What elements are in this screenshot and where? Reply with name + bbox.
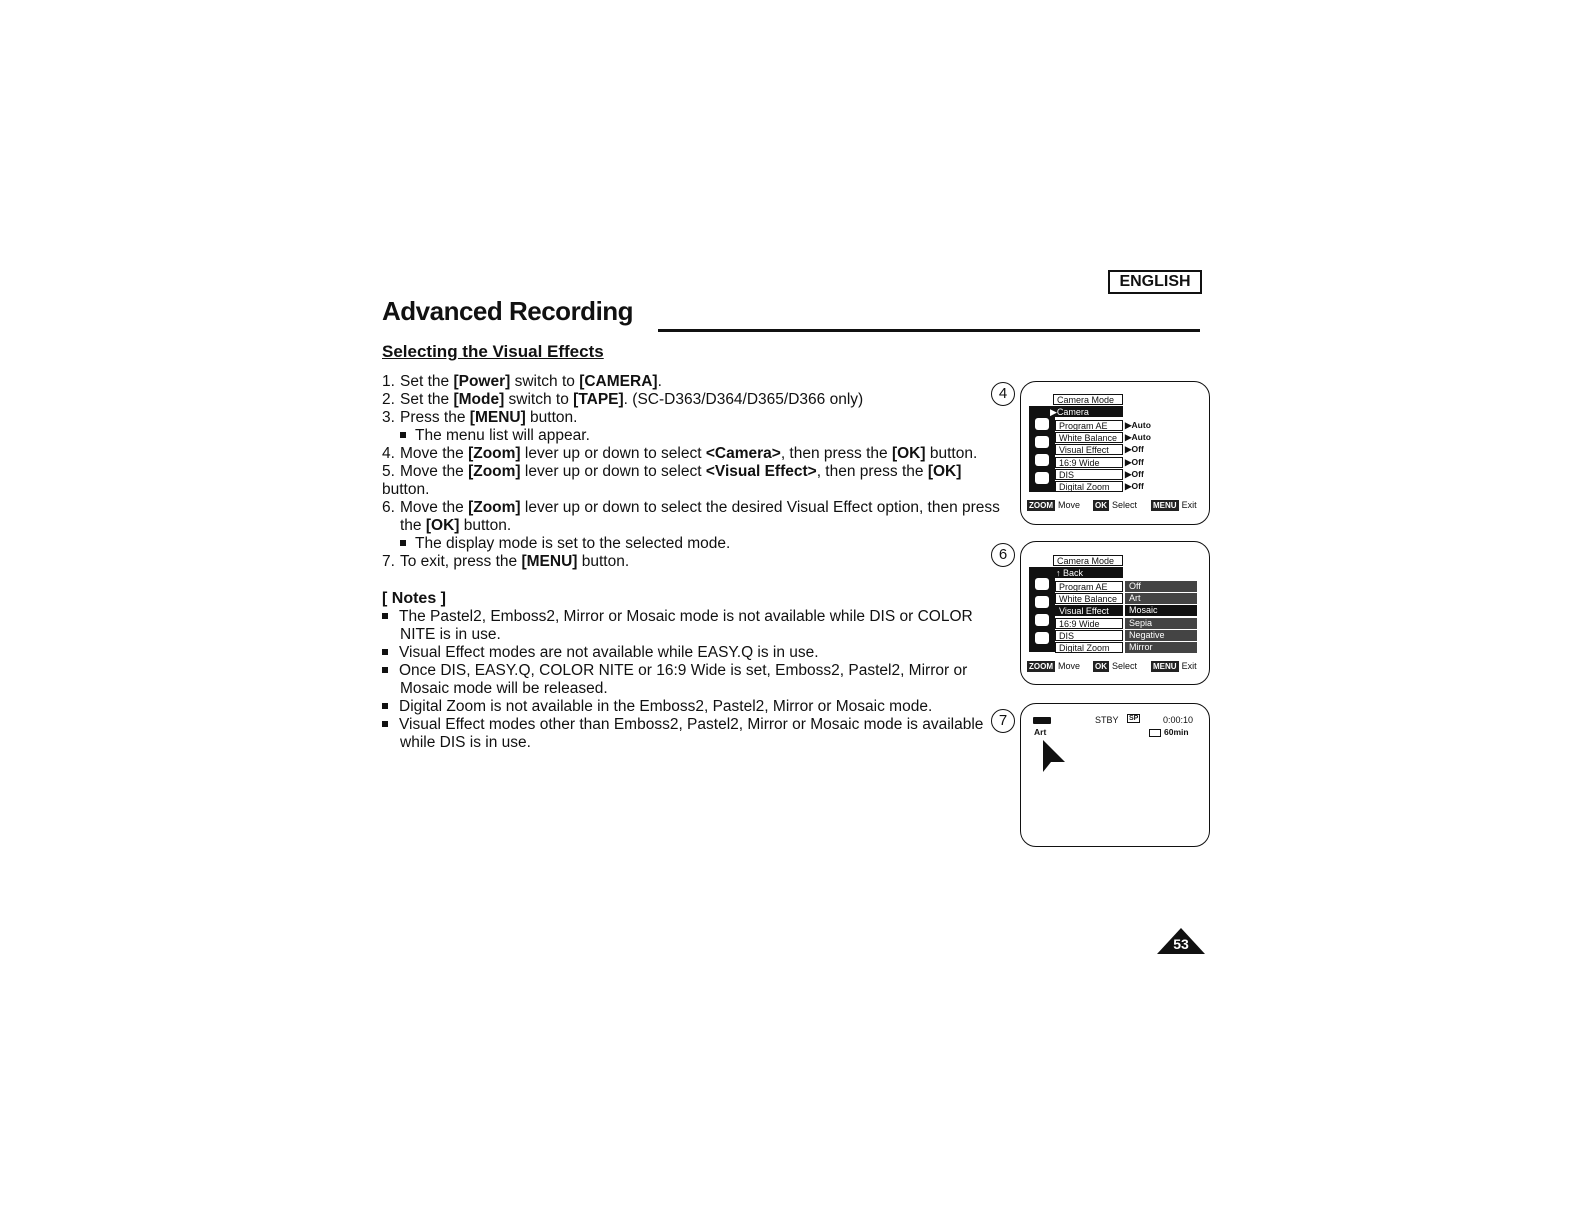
step-6-bullet: The display mode is set to the selected mode. [382,535,1002,553]
tape-icon [1149,729,1161,737]
bullet-square-icon [400,432,406,438]
step-6-continued: the [OK] button. [400,517,512,534]
step-7: 7. To exit, press the [MENU] button. [382,553,630,570]
step-5: 5. Move the [Zoom] lever up or down to select <Visual Effect>, then press the [OK] button. [382,463,962,498]
value-visual-effect: ▶Off [1125,444,1144,454]
value-dis: ▶Off [1125,469,1144,479]
option-off[interactable]: Off [1125,581,1197,592]
zoom-key: ZOOM [1029,662,1053,671]
camera-tape-icon [1029,548,1043,560]
step-3-bullet: The menu list will appear. [382,427,1002,445]
option-sepia[interactable]: Sepia [1125,618,1197,629]
footer-move: ZOOM Move [1029,500,1081,510]
option-art[interactable]: Art [1125,593,1197,604]
menu-screen-step-6 [1020,541,1210,685]
tape-remaining: 60min [1164,727,1189,737]
step-4: 4. Move the [Zoom] lever up or down to select <Camera>, then press the [OK] button. [382,445,978,462]
menu-key: MENU [1153,662,1177,671]
tape-icon [1035,614,1049,626]
menu-item-program-ae[interactable]: Program AE [1055,420,1123,431]
note-item: Visual Effect modes are not available while EASY.Q is in use. [382,644,1002,662]
page-title: Advanced Recording [382,296,634,326]
step-6-marker: 6 [991,543,1015,567]
zoom-key: ZOOM [1029,501,1053,510]
program-icon [1035,418,1049,430]
bullet-square-icon [382,703,388,709]
footer-move: ZOOM Move [1029,661,1081,671]
notes-list [382,608,1002,752]
value-digital-zoom: ▶Off [1125,481,1144,491]
option-mirror[interactable]: Mirror [1125,642,1197,653]
bullet-square-icon [382,649,388,655]
menu-item-camera[interactable]: ▶Camera [1029,406,1123,417]
step-1: 1. Set the [Power] switch to [CAMERA]. [382,373,662,390]
value-program-ae: ▶Auto [1125,420,1151,430]
menu-item-16-9-wide[interactable]: 16:9 Wide [1055,618,1123,629]
note-item: The Pastel2, Emboss2, Mirror or Mosaic mode is not available while DIS or COLOR NITE is in use. [382,608,1002,644]
bullet-square-icon [382,667,388,673]
note-item: Digital Zoom is not available in the Emboss2, Pastel2, Mirror or Mosaic mode. [382,698,1002,716]
viewfinder-screen-step-7 [1020,703,1210,847]
menu-item-back[interactable]: ↑ Back [1029,567,1123,578]
menu-header: Camera Mode [1053,394,1123,405]
step-7-marker: 7 [991,709,1015,733]
ok-key: OK [1095,501,1107,510]
menu-icon-column [1029,568,1055,652]
footer-select: OK Select [1095,661,1138,671]
tape-icon [1035,454,1049,466]
title-rule [658,329,1200,332]
footer-select: OK Select [1095,500,1138,510]
battery-icon [1033,717,1051,724]
menu-icon-column [1029,408,1055,492]
menu-item-dis[interactable]: DIS [1055,469,1123,480]
value-white-balance: ▶Auto [1125,432,1151,442]
notes-heading: [ Notes ] [382,590,446,607]
menu-item-digital-zoom[interactable]: Digital Zoom [1055,481,1123,492]
section-subtitle: Selecting the Visual Effects [382,342,604,361]
option-negative[interactable]: Negative [1125,630,1197,641]
footer-exit: MENU Exit [1153,661,1197,671]
bullet-square-icon [382,613,388,619]
menu-screen-step-4 [1020,381,1210,525]
camera-tape-icon [1029,388,1043,400]
effect-indicator: Art [1034,727,1047,737]
timecode: 0:00:10 [1163,715,1194,725]
step-2: 2. Set the [Mode] switch to [TAPE]. (SC-D363/D364/D365/D366 only) [382,391,864,408]
note-item: Visual Effect modes other than Emboss2, Pastel2, Mirror or Mosaic mode is available while DIS is in use. [382,716,1002,752]
program-icon [1035,578,1049,590]
note-item: Once DIS, EASY.Q, COLOR NITE or 16:9 Wide is set, Emboss2, Pastel2, Mirror or Mosaic mode will be released. [382,662,1002,698]
step-4-marker: 4 [991,382,1015,406]
menu-item-visual-effect[interactable]: Visual Effect [1055,605,1123,616]
step-6: 6. Move the [Zoom] lever up or down to select the desired Visual Effect option, then press [382,499,1000,516]
menu-key: MENU [1153,501,1177,510]
value-16-9-wide: ▶Off [1125,457,1144,467]
steps-list [382,373,1002,571]
step-3: 3. Press the [MENU] button. [382,409,578,426]
menu-item-16-9-wide[interactable]: 16:9 Wide [1055,457,1123,468]
menu-item-white-balance[interactable]: White Balance [1055,593,1123,604]
status-stby: STBY [1095,715,1119,725]
gear-icon [1035,632,1049,644]
camera-icon [1035,436,1049,448]
menu-item-digital-zoom[interactable]: Digital Zoom [1055,642,1123,653]
menu-header: Camera Mode [1053,555,1123,566]
language-tag: ENGLISH [1108,270,1202,294]
menu-item-white-balance[interactable]: White Balance [1055,432,1123,443]
sp-badge: SP [1129,715,1139,722]
gear-icon [1035,472,1049,484]
menu-item-program-ae[interactable]: Program AE [1055,581,1123,592]
footer-exit: MENU Exit [1153,500,1197,510]
pointer-arrow-icon [1039,740,1069,774]
ok-key: OK [1095,662,1107,671]
option-mosaic[interactable]: Mosaic [1125,605,1197,616]
menu-item-dis[interactable]: DIS [1055,630,1123,641]
page-number: 53 [1173,936,1189,952]
menu-item-visual-effect[interactable]: Visual Effect [1055,444,1123,455]
bullet-square-icon [382,721,388,727]
bullet-square-icon [400,540,406,546]
camera-icon [1035,596,1049,608]
